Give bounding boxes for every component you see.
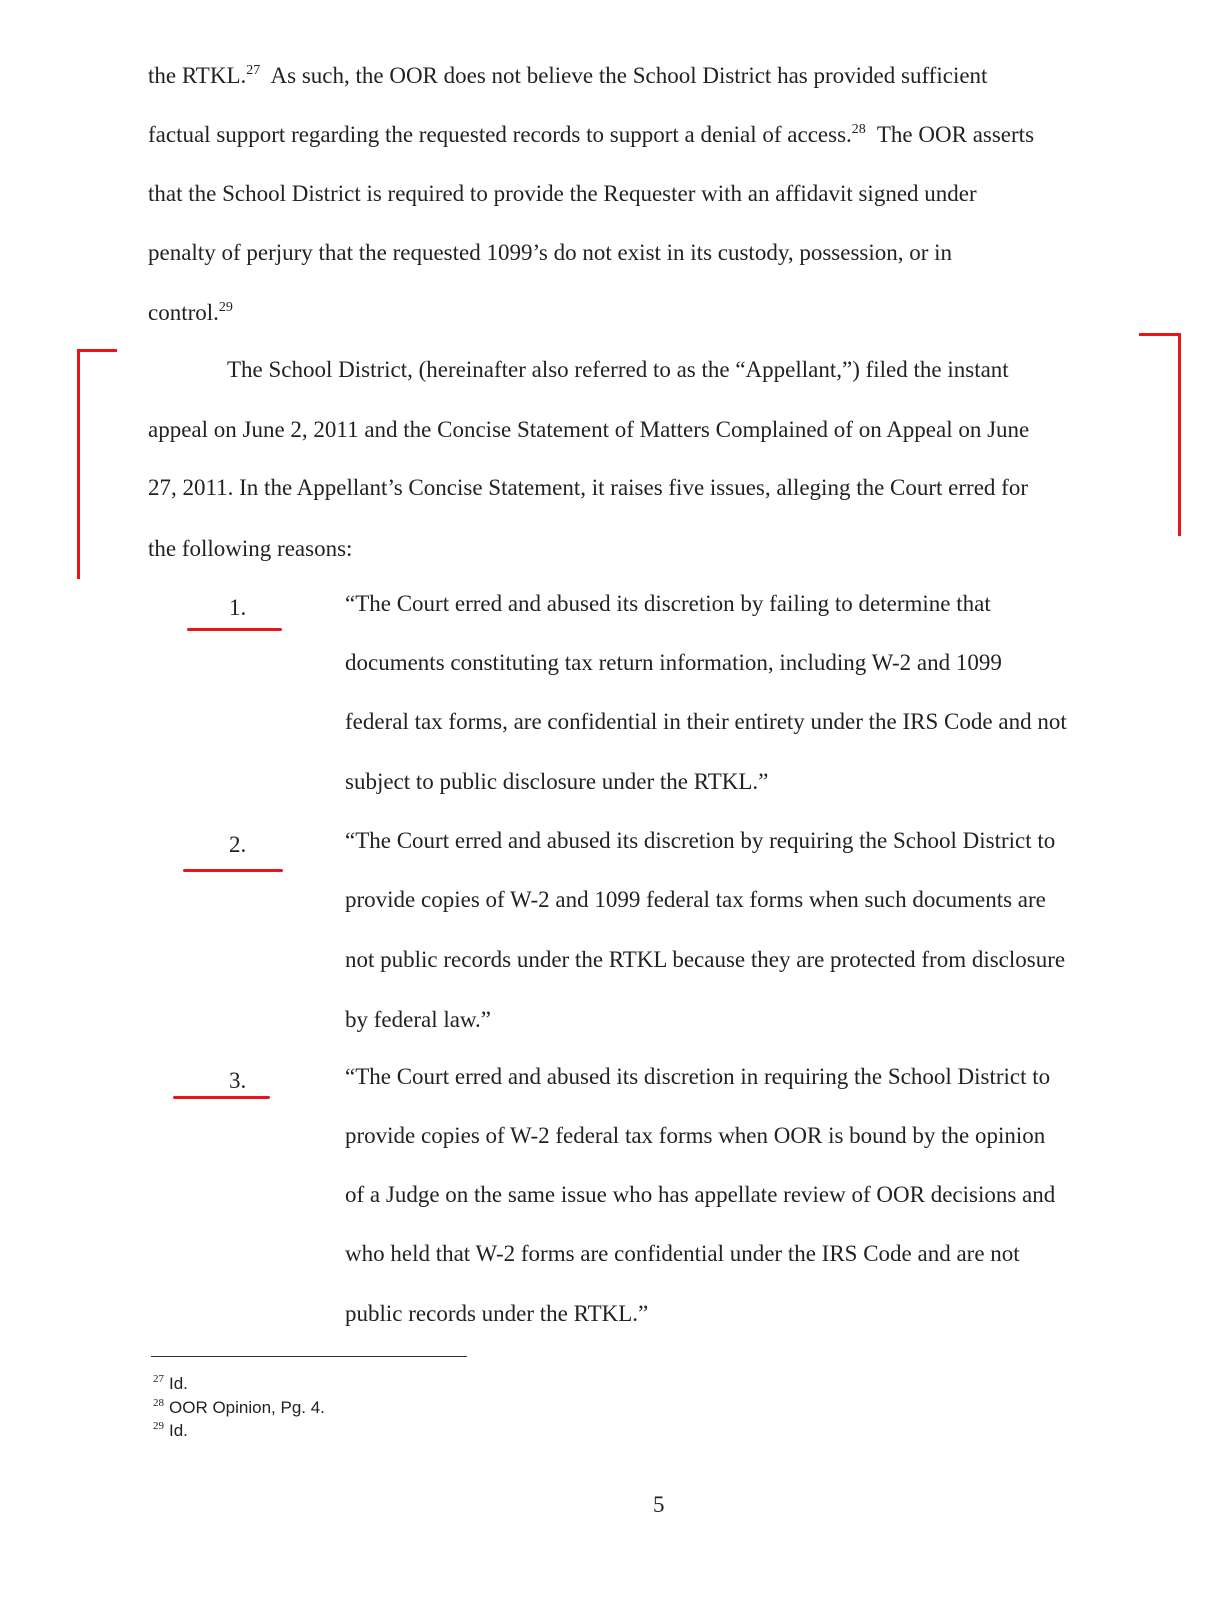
body-line: penalty of perjury that the requested 1099’s do not exist in its custody, possession, or in — [148, 240, 953, 265]
body-line: factual support regarding the requested records to support a denial of access.$^{28}$ The OOR asserts — [148, 122, 1035, 147]
footnote-ref: 27 — [246, 63, 261, 78]
underline-issue-3 — [173, 1096, 270, 1099]
issue-line: subject to public disclosure under the RTKL.” — [345, 769, 769, 794]
issue-line: “The Court erred and abused its discretion in requiring the School District to — [345, 1064, 1051, 1089]
footnote-ref: 28 — [851, 122, 866, 137]
footnote: $^{27}$ Id. — [153, 1373, 188, 1393]
page-number: 5 — [653, 1492, 665, 1517]
issue-line: “The Court erred and abused its discretion by requiring the School District to — [345, 828, 1056, 853]
body-line: the following reasons: — [148, 536, 353, 561]
footnote-ref: 29 — [218, 300, 233, 315]
footnote-divider — [151, 1356, 467, 1357]
issue-line: not public records under the RTKL because they are protected from disclosure — [345, 947, 1066, 972]
left-bracket-top — [77, 349, 117, 352]
footnote: $^{28}$ OOR Opinion, Pg. 4. — [153, 1397, 325, 1417]
right-bracket-top — [1139, 333, 1181, 336]
body-line: control.$^{29}$ — [148, 300, 233, 325]
issue-line: public records under the RTKL.” — [345, 1301, 649, 1326]
underline-issue-1 — [187, 628, 282, 631]
issue-line: provide copies of W-2 and 1099 federal tax forms when such documents are — [345, 887, 1046, 912]
right-bracket-vertical — [1178, 333, 1181, 536]
issue-number: 2. — [229, 832, 247, 857]
issue-line: “The Court erred and abused its discretion by failing to determine that — [345, 591, 991, 616]
issue-number: 3. — [229, 1068, 247, 1093]
body-line: appeal on June 2, 2011 and the Concise Statement of Matters Complained of on Appeal on June — [148, 417, 1030, 442]
body-line: The School District, (hereinafter also referred to as the “Appellant,”) filed the instant — [227, 357, 1009, 382]
body-line: 27, 2011. In the Appellant’s Concise Statement, it raises five issues, alleging the Court erred for — [148, 475, 1028, 500]
footnote: $^{29}$ Id. — [153, 1420, 188, 1440]
issue-number: 1. — [229, 595, 247, 620]
left-bracket-vertical — [77, 349, 80, 579]
issue-line: federal tax forms, are confidential in their entirety under the IRS Code and not — [345, 709, 1067, 734]
body-line: the RTKL.$^{27}$ As such, the OOR does not believe the School District has provided sufficient — [148, 63, 988, 88]
body-line: that the School District is required to provide the Requester with an affidavit signed under — [148, 181, 977, 206]
issue-line: by federal law.” — [345, 1007, 492, 1032]
issue-line: documents constituting tax return information, including W-2 and 1099 — [345, 650, 1002, 675]
underline-issue-2 — [183, 869, 283, 872]
issue-line: of a Judge on the same issue who has appellate review of OOR decisions and — [345, 1182, 1056, 1207]
issue-line: provide copies of W-2 federal tax forms when OOR is bound by the opinion — [345, 1123, 1046, 1148]
issue-line: who held that W-2 forms are confidential under the IRS Code and are not — [345, 1241, 1020, 1266]
